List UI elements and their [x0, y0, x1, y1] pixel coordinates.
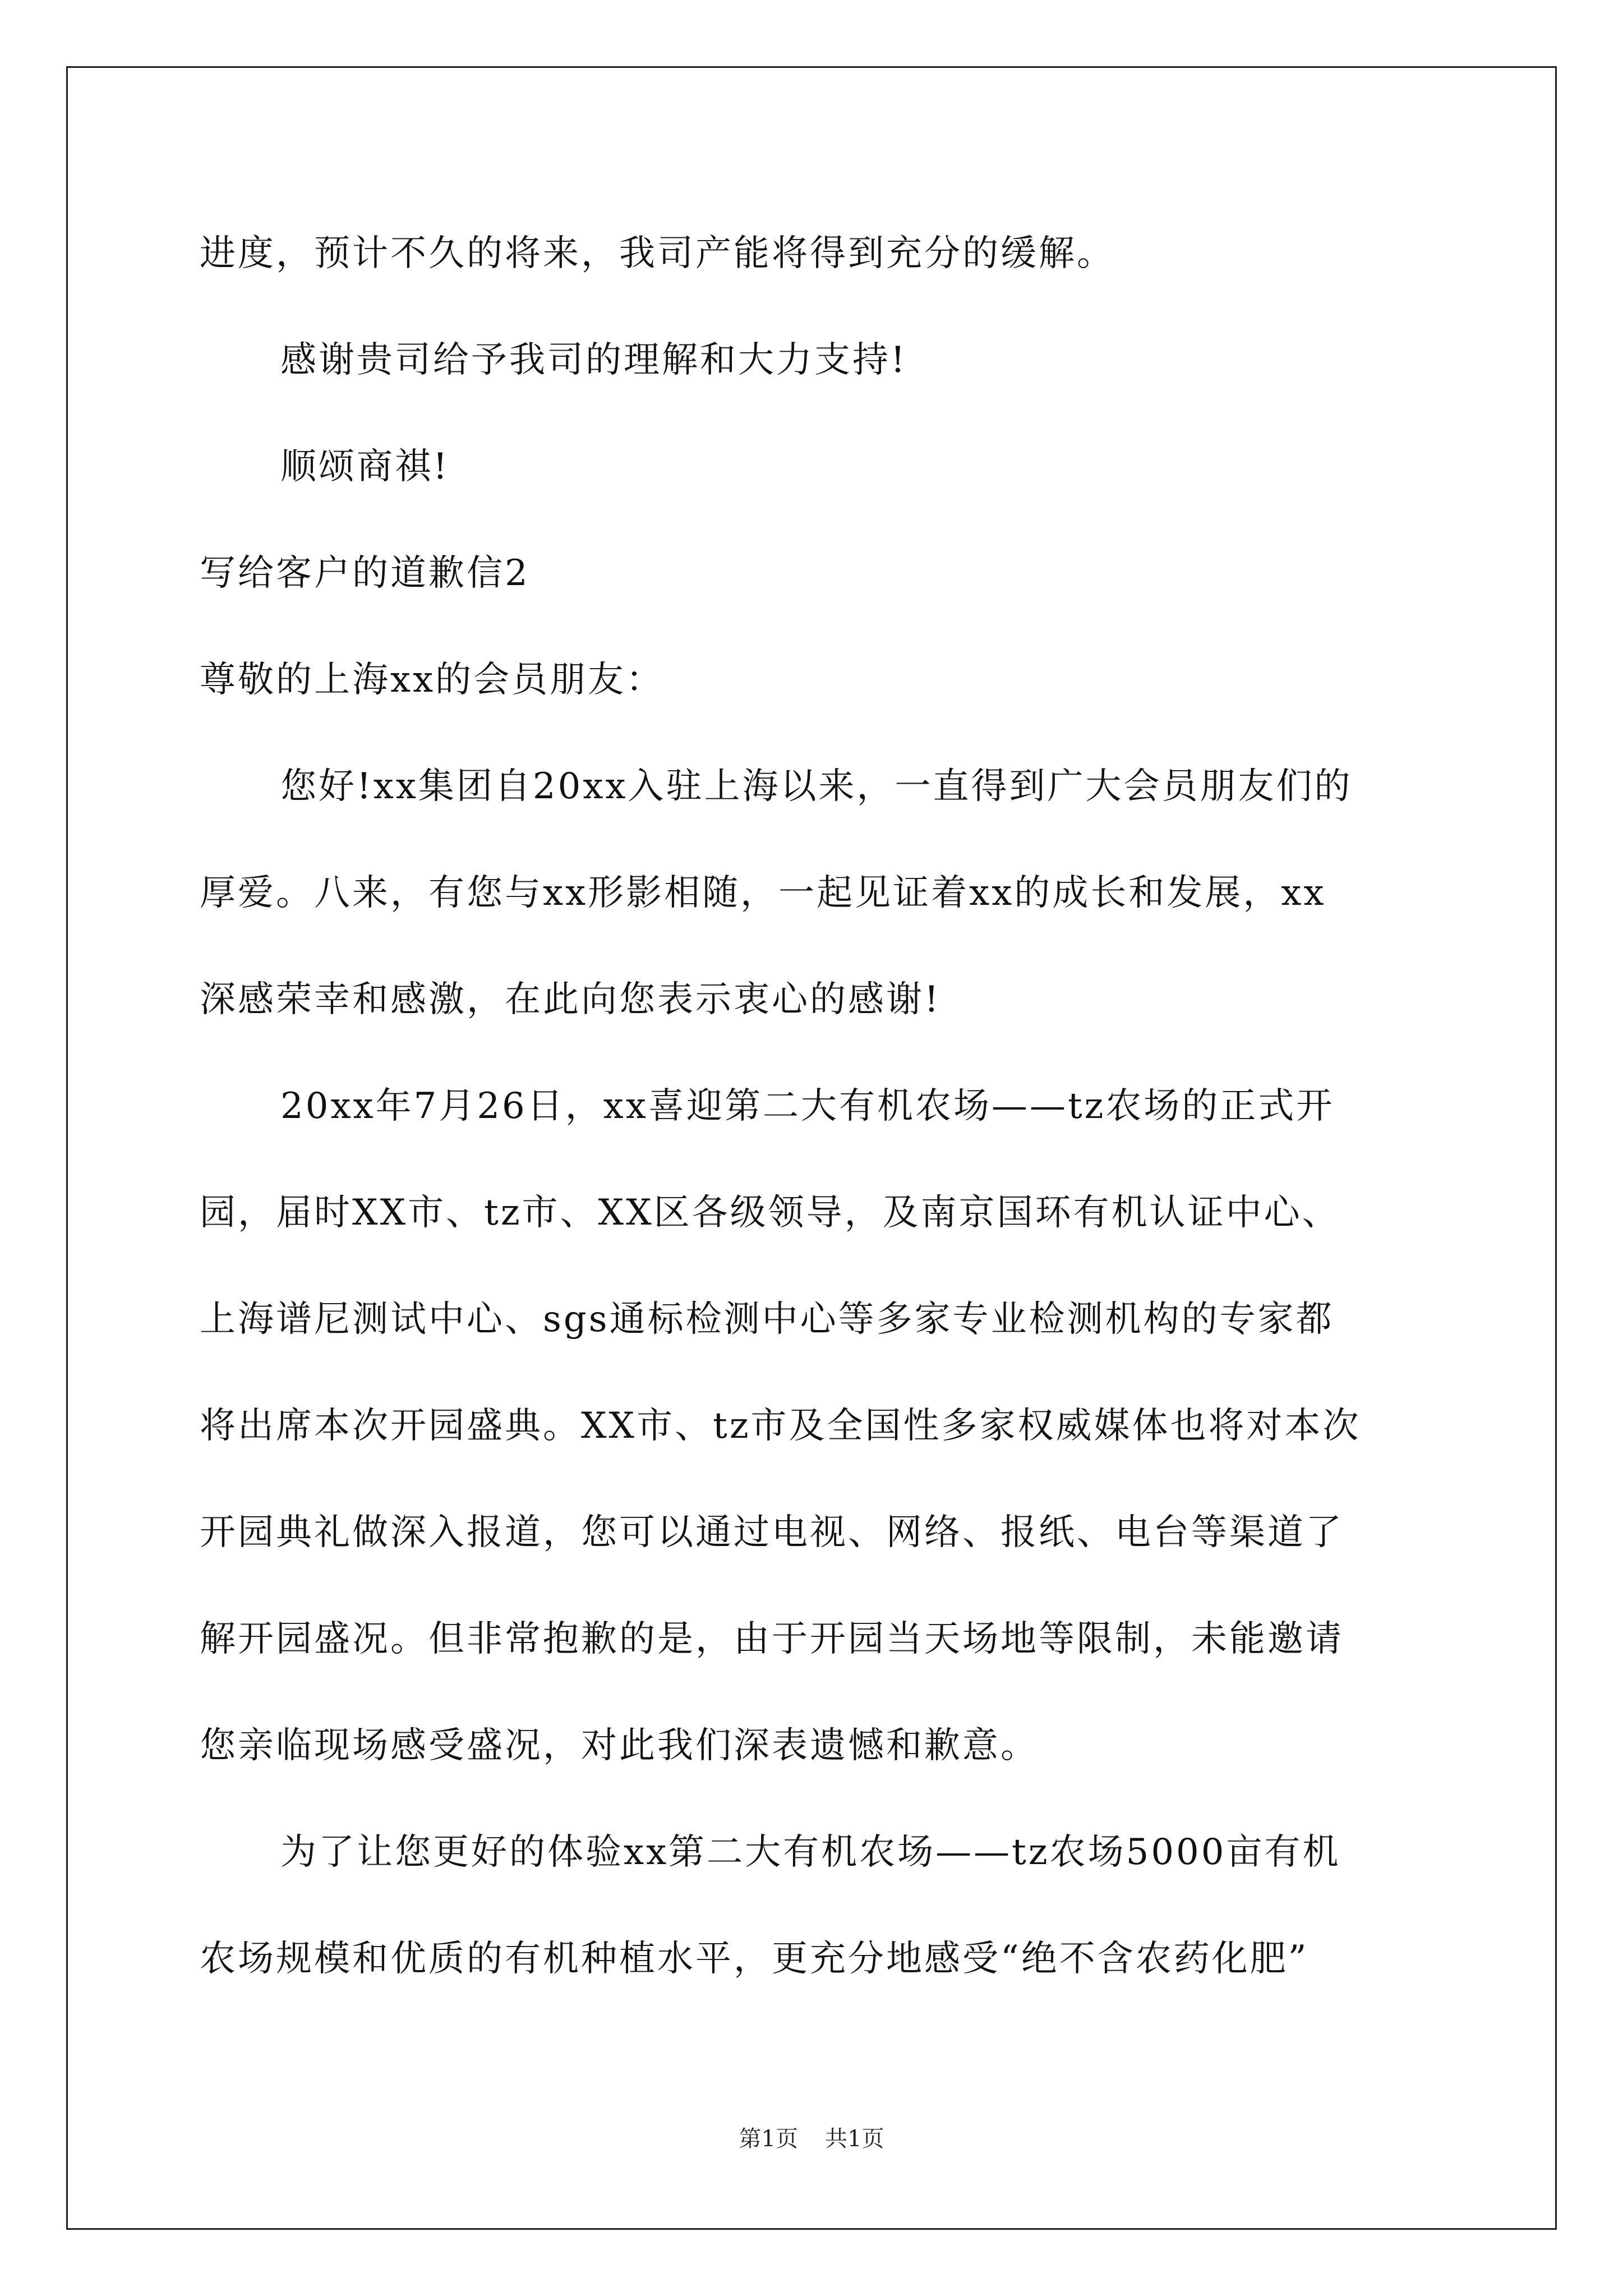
text-line: 顺颂商祺!: [280, 446, 450, 487]
text-line: 您亲临现场感受盛况，对此我们深表遗憾和歉意。: [200, 1725, 1039, 1766]
text-line: 感谢贵司给予我司的理解和大力支持!: [280, 339, 907, 381]
page-total: 共1页: [825, 2126, 884, 2152]
text-line: 20xx年7月26日，xx喜迎第二大有机农场——tz农场的正式开: [280, 1085, 1335, 1127]
text-line: 为了让您更好的体验xx第二大有机农场——tz农场5000亩有机: [280, 1832, 1341, 1873]
text-line: 解开园盛况。但非常抱歉的是，由于开园当天场地等限制，未能邀请: [200, 1618, 1344, 1660]
text-line: 将出席本次开园盛典。XX市、tz市及全国性多家权威媒体也将对本次: [200, 1405, 1361, 1447]
text-line: 农场规模和优质的有机种植水平，更充分地感受“绝不含农药化肥”: [200, 1938, 1309, 1980]
text-line: 进度，预计不久的将来，我司产能将得到充分的缓解。: [200, 233, 1115, 274]
salutation: 尊敬的上海xx的会员朋友：: [200, 659, 665, 701]
text-line: 您好!xx集团自20xx入驻上海以来，一直得到广大会员朋友们的: [280, 766, 1353, 807]
page-border: [66, 66, 1557, 2230]
text-line: 厚爱。八来，有您与xx形影相随，一起见证着xx的成长和发展，xx: [200, 872, 1326, 914]
page-number: 第1页: [739, 2126, 798, 2152]
text-line: 园，届时XX市、tz市、XX区各级领导，及南京国环有机认证中心、: [200, 1192, 1340, 1234]
text-line: 深感荣幸和感激，在此向您表示衷心的感谢!: [200, 979, 941, 1020]
page-footer: [0, 2128, 1623, 2150]
text-line: 开园典礼做深入报道，您可以通过电视、网络、报纸、电台等渠道了: [200, 1512, 1344, 1553]
text-line: 上海谱尼测试中心、sgs通标检测中心等多家专业检测机构的专家都: [200, 1299, 1334, 1340]
section-heading: 写给客户的道歉信2: [200, 553, 530, 594]
